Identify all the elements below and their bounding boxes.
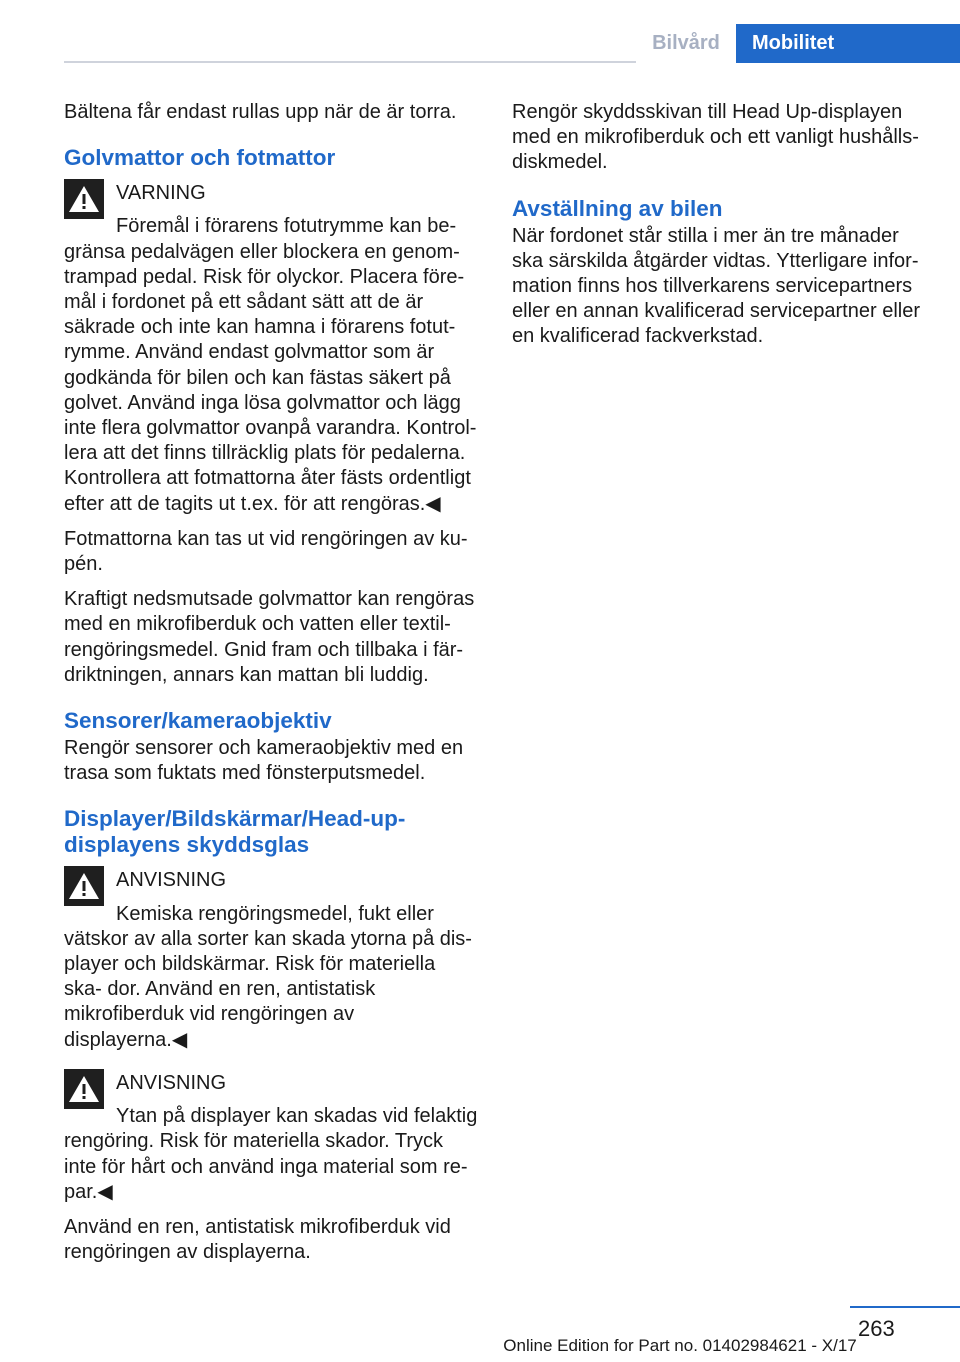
warning-triangle-icon <box>64 1069 104 1109</box>
notice-block-displays-surface <box>64 1071 478 1205</box>
left-column <box>64 100 478 1275</box>
edition-note: Online Edition for Part no. 01402984621 - X/17 <box>503 1336 857 1355</box>
warning-title: VARNING <box>116 182 206 205</box>
warning-triangle-icon <box>64 866 104 906</box>
paragraph-head-up-cleaning: Rengör skyddsskivan till Head Up-displayen med en mikrofiberduk och ett vanligt hushålls‐ diskmedel. <box>512 101 919 174</box>
notice-text-first-line: Kemiska rengöringsmedel, fukt eller <box>116 902 434 925</box>
paragraph-displays-cleaning: Använd en ren, antistatisk mikrofiberduk vid rengöringen av displayerna. <box>64 1215 451 1264</box>
heading-displays: Displayer/Bildskärmar/Head-up-displayens skyddsglas <box>64 806 406 858</box>
heading-storage: Avställning av bilen <box>512 195 723 221</box>
tab-bilvard[interactable]: Bilvård <box>636 24 736 63</box>
right-column <box>512 100 926 360</box>
paragraph-belts: Bältena får endast rullas upp när de är torra. <box>64 101 457 123</box>
notice-title: ANVISNING <box>116 1071 227 1094</box>
page-number: 263 <box>858 1316 895 1341</box>
warning-block-floor-mats <box>64 181 478 517</box>
warning-triangle-icon <box>64 179 104 219</box>
warning-text: gränsa pedalvägen eller blockera en genom‐ trampad pedal. Risk för olyckor. Placera före‐ mål i fordonet på ett sådant sätt att de är säkrade och inte kan hamna i förarens fotut‐ rymme. Använd endast golvmattor som är godkända för bilen och kan fästas säkert på golvet. Använd inga lösa golvmattor och lägg inte flera golvmattor ovanpå varandra. Kontrol‐ lera att det finns tillräcklig plats för pedalerna. Kontrollera att fotmattorna åter fästs ordentligt efter att de tagits ut t.ex. för att rengöras.◀ <box>64 240 477 515</box>
heading-sensors: Sensorer/kameraobjektiv <box>64 708 332 734</box>
notice-block-displays-chemicals <box>64 868 478 1052</box>
footer-rule <box>850 1306 960 1308</box>
paragraph-mats-removal: Fotmattorna kan tas ut vid rengöringen av ku‐ pén. <box>64 527 468 576</box>
warning-text-first-line: Föremål i förarens fotutrymme kan be‐ <box>116 215 457 238</box>
notice-title: ANVISNING <box>116 869 227 892</box>
paragraph-mats-cleaning: Kraftigt nedsmutsade golvmattor kan rengöras med en mikrofiberduk och vatten eller textil‐ rengöringsmedel. Gnid fram och tillbaka i fär‐ driktningen, annars kan mattan bli luddig. <box>64 588 475 686</box>
notice-text-first-line: Ytan på displayer kan skadas vid felaktig <box>116 1105 478 1128</box>
notice-text: rengöring. Risk för materiella skador. Tryck inte för hårt och använd inga material som re‐ par.◀ <box>64 1130 468 1203</box>
tab-mobilitet[interactable]: Mobilitet <box>736 24 960 63</box>
paragraph-sensors: Rengör sensorer och kameraobjektiv med en trasa som fuktats med fönsterputsmedel. <box>64 737 464 785</box>
heading-floor-mats: Golvmattor och fotmattor <box>64 145 336 171</box>
notice-text: vätskor av alla sorter kan skada ytorna på dis‐ player och bildskärmar. Risk för materiella ska‐ dor. Använd en ren, antistatisk mikrofiberduk vid rengöringen av displayerna.◀ <box>64 927 472 1051</box>
paragraph-storage: När fordonet står stilla i mer än tre månader ska särskilda åtgärder vidtas. Ytterligare infor‐ mation finns hos tillverkarens servicepartners eller en annan kvalificerad servicepartner eller en kvalificerad fackverkstad. <box>512 224 920 348</box>
